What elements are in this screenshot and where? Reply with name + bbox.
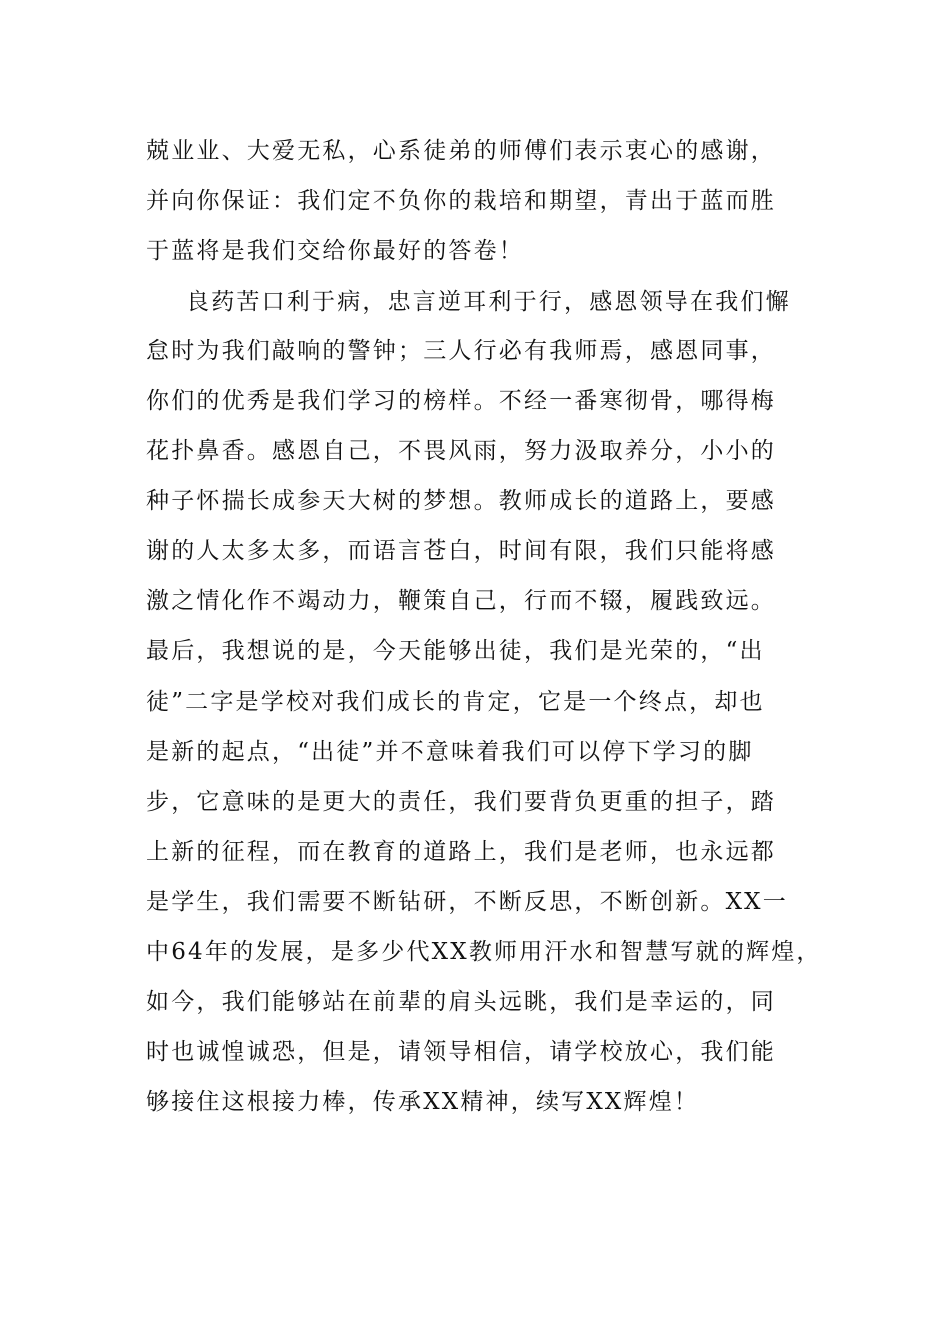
text-line: 上新的征程，而在教育的道路上，我们是老师，也永远都 [146, 839, 776, 865]
text-line: 你们的优秀是我们学习的榜样。不经一番寒彻骨，哪得梅 [146, 388, 776, 414]
text-line: 激之情化作不竭动力，鞭策自己，行而不辍，履践致远。 [146, 588, 776, 614]
text-line: 并向你保证：我们定不负你的栽培和期望，青出于蓝而胜 [146, 188, 776, 214]
text-line: 时也诚惶诚恐，但是，请领导相信，请学校放心，我们能 [146, 1039, 776, 1065]
text-line: 如今，我们能够站在前辈的肩头远眺，我们是幸运的，同 [146, 989, 776, 1015]
text-line: 是新的起点，“出徒”并不意味着我们可以停下学习的脚 [146, 739, 754, 765]
text-line: 花扑鼻香。感恩自己，不畏风雨，努力汲取养分，小小的 [146, 438, 776, 464]
text-line: 谢的人太多太多，而语言苍白，时间有限，我们只能将感 [146, 538, 776, 564]
text-line: 是学生，我们需要不断钻研，不断反思，不断创新。XX一 [146, 889, 788, 915]
text-line: 怠时为我们敲响的警钟；三人行必有我师焉，感恩同事， [146, 338, 776, 364]
paragraph-start-line: 良药苦口利于病，忠言逆耳利于行，感恩领导在我们懈 [186, 289, 791, 315]
text-line: 种子怀揣长成参天大树的梦想。教师成长的道路上，要感 [146, 488, 776, 514]
text-line: 步，它意味的是更大的责任，我们要背负更重的担子，踏 [146, 789, 776, 815]
text-line: 于蓝将是我们交给你最好的答卷！ [146, 238, 524, 264]
text-line: 最后，我想说的是，今天能够出徒，我们是光荣的，“出 [146, 638, 765, 664]
text-line: 徒”二字是学校对我们成长的肯定，它是一个终点，却也 [146, 689, 765, 715]
text-line: 够接住这根接力棒，传承XX精神，续写XX辉煌！ [146, 1089, 700, 1115]
text-line: 中64年的发展，是多少代XX教师用汗水和智慧写就的辉煌， [146, 939, 822, 965]
text-line: 兢业业、大爱无私，心系徒弟的师傅们表示衷心的感谢， [146, 138, 776, 164]
